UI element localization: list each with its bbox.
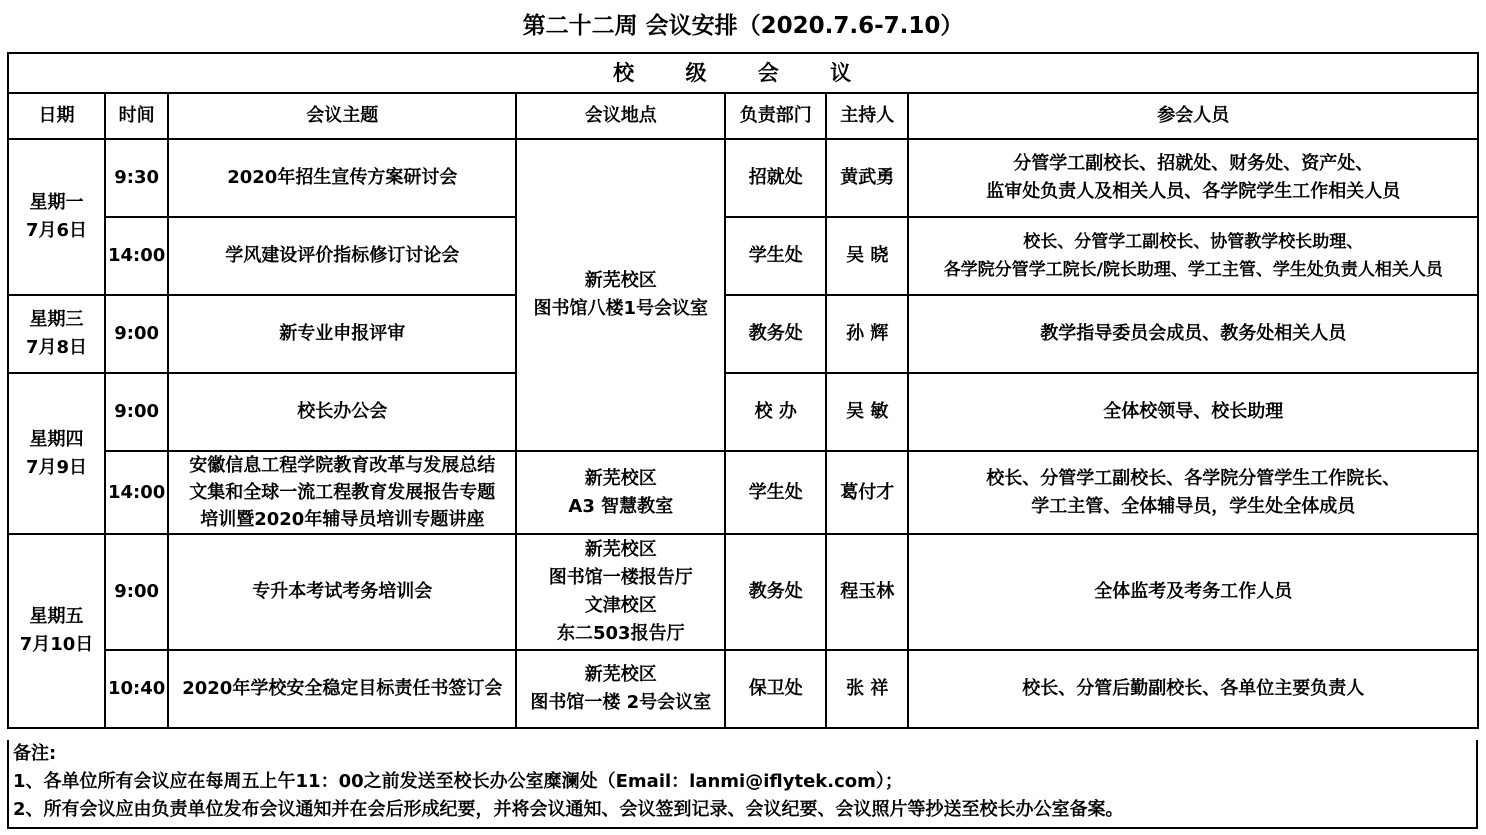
time-cell: 14:00 (105, 217, 168, 295)
attendees-cell (908, 451, 1478, 534)
attendees-line: 各学院分管学工院长/院长助理、学工主管、学生处负责人相关人员 (943, 260, 1443, 280)
page-title: 第二十二周 会议安排（2020.7.6-7.10） (522, 13, 964, 39)
header-row (8, 93, 1478, 139)
header-attendees: 参会人员 (908, 93, 1478, 139)
time-cell: 9:00 (105, 373, 168, 451)
weekday: 星期四 (29, 428, 84, 450)
location-line: 图书馆八楼1号会议室 (533, 298, 709, 319)
time-cell: 14:00 (105, 451, 168, 534)
host-cell: 黄武勇 (826, 139, 908, 217)
attendees-line: 监审处负责人及相关人员、各学院学生工作相关人员 (986, 181, 1401, 202)
note-item: 1、各单位所有会议应在每周五上午11：00之前发送至校长办公室糜澜处（Email：lanmi@iflytek.com）； (13, 771, 903, 792)
location-cell (516, 451, 725, 534)
host-cell: 程玉林 (826, 534, 908, 650)
attendees-line: 校长、分管学工副校长、各学院分管学生工作院长、 (986, 467, 1401, 489)
day-cell (8, 139, 105, 295)
weekday: 星期五 (29, 606, 84, 627)
header-host: 主持人 (826, 93, 908, 139)
date: 7月9日 (25, 456, 88, 478)
topic-cell (168, 451, 516, 534)
attendees-line: 分管学工副校长、招就处、财务处、资产处、 (1013, 153, 1374, 174)
topic-cell: 校长办公会 (168, 373, 516, 451)
header-date: 日期 (8, 93, 105, 139)
attendees-line: 校长、分管后勤副校长、各单位主要负责人 (1022, 678, 1365, 699)
attendees-line: 教学指导委员会成员、教务处相关人员 (1040, 323, 1347, 344)
attendees-cell (908, 373, 1478, 451)
attendees-line: 全体监考及考务工作人员 (1094, 581, 1293, 602)
topic-line: 安徽信息工程学院教育改革与发展总结 (189, 455, 496, 476)
location-line: 新芜校区 (584, 467, 657, 489)
dept-cell: 学生处 (725, 217, 826, 295)
attendees-line: 全体校领导、校长助理 (1103, 401, 1284, 422)
attendees-cell (908, 139, 1478, 217)
notes-box (7, 740, 1478, 829)
section-title: 校 级 会 议 (8, 53, 1478, 93)
location-line: 新芜校区 (584, 539, 657, 560)
topic-cell: 专升本考试考务培训会 (168, 534, 516, 650)
schedule-table (7, 52, 1479, 729)
dept-cell: 教务处 (725, 295, 826, 373)
attendees-cell (908, 534, 1478, 650)
location-line: 图书馆一楼 2号会议室 (530, 692, 712, 713)
header-topic: 会议主题 (168, 93, 516, 139)
weekday: 星期三 (29, 309, 84, 330)
attendees-cell (908, 295, 1478, 373)
note-item: 2、所有会议应由负责单位发布会议通知并在会后形成纪要，并将会议通知、会议签到记录、会议纪要、会议照片等抄送至校长办公室备案。 (13, 799, 1124, 820)
date: 7月10日 (19, 634, 94, 655)
time-cell: 9:00 (105, 295, 168, 373)
location-line: 东二503报告厅 (557, 623, 685, 644)
table-row (8, 373, 1478, 451)
notes-label: 备注: (13, 743, 57, 764)
dept-cell: 校 办 (725, 373, 826, 451)
table-row (8, 217, 1478, 295)
table-row (8, 534, 1478, 650)
dept-cell: 招就处 (725, 139, 826, 217)
host-cell: 吴 敏 (826, 373, 908, 451)
dept-cell: 学生处 (725, 451, 826, 534)
attendees-line: 学工主管、全体辅导员，学生处全体成员 (1031, 495, 1356, 517)
host-cell: 孙 辉 (826, 295, 908, 373)
time-cell: 9:00 (105, 534, 168, 650)
time-cell: 9:30 (105, 139, 168, 217)
topic-cell: 新专业申报评审 (168, 295, 516, 373)
host-cell: 张 祥 (826, 650, 908, 728)
topic-cell: 学风建设评价指标修订讨论会 (168, 217, 516, 295)
date: 7月8日 (25, 337, 88, 358)
topic-line: 文集和全球一流工程教育发展报告专题 (189, 482, 496, 503)
topic-line: 培训暨2020年辅导员培训专题讲座 (200, 509, 485, 530)
date: 7月6日 (25, 220, 88, 241)
location-line: 图书馆一楼报告厅 (548, 567, 693, 588)
host-cell: 吴 晓 (826, 217, 908, 295)
dept-cell: 保卫处 (725, 650, 826, 728)
attendees-cell (908, 217, 1478, 295)
host-cell: 葛付才 (826, 451, 908, 534)
header-time: 时间 (105, 93, 168, 139)
topic-cell: 2020年招生宣传方案研讨会 (168, 139, 516, 217)
location-line: 新芜校区 (584, 270, 657, 291)
header-dept: 负责部门 (725, 93, 826, 139)
location-line: A3 智慧教室 (568, 495, 674, 517)
dept-cell: 教务处 (725, 534, 826, 650)
section-row (8, 53, 1478, 93)
day-cell (8, 534, 105, 728)
table-row (8, 451, 1478, 534)
table-row (8, 295, 1478, 373)
location-line: 新芜校区 (584, 664, 657, 685)
location-cell (516, 534, 725, 650)
topic-cell: 2020年学校安全稳定目标责任书签订会 (168, 650, 516, 728)
weekday: 星期一 (29, 192, 84, 213)
header-location: 会议地点 (516, 93, 725, 139)
time-cell: 10:40 (105, 650, 168, 728)
location-cell (516, 650, 725, 728)
attendees-cell (908, 650, 1478, 728)
location-cell (516, 139, 725, 451)
table-row (8, 139, 1478, 217)
attendees-line: 校长、分管学工副校长、协管教学校长助理、 (1023, 232, 1364, 252)
day-cell (8, 295, 105, 373)
location-line: 文津校区 (584, 595, 657, 616)
day-cell (8, 373, 105, 534)
table-row (8, 650, 1478, 728)
